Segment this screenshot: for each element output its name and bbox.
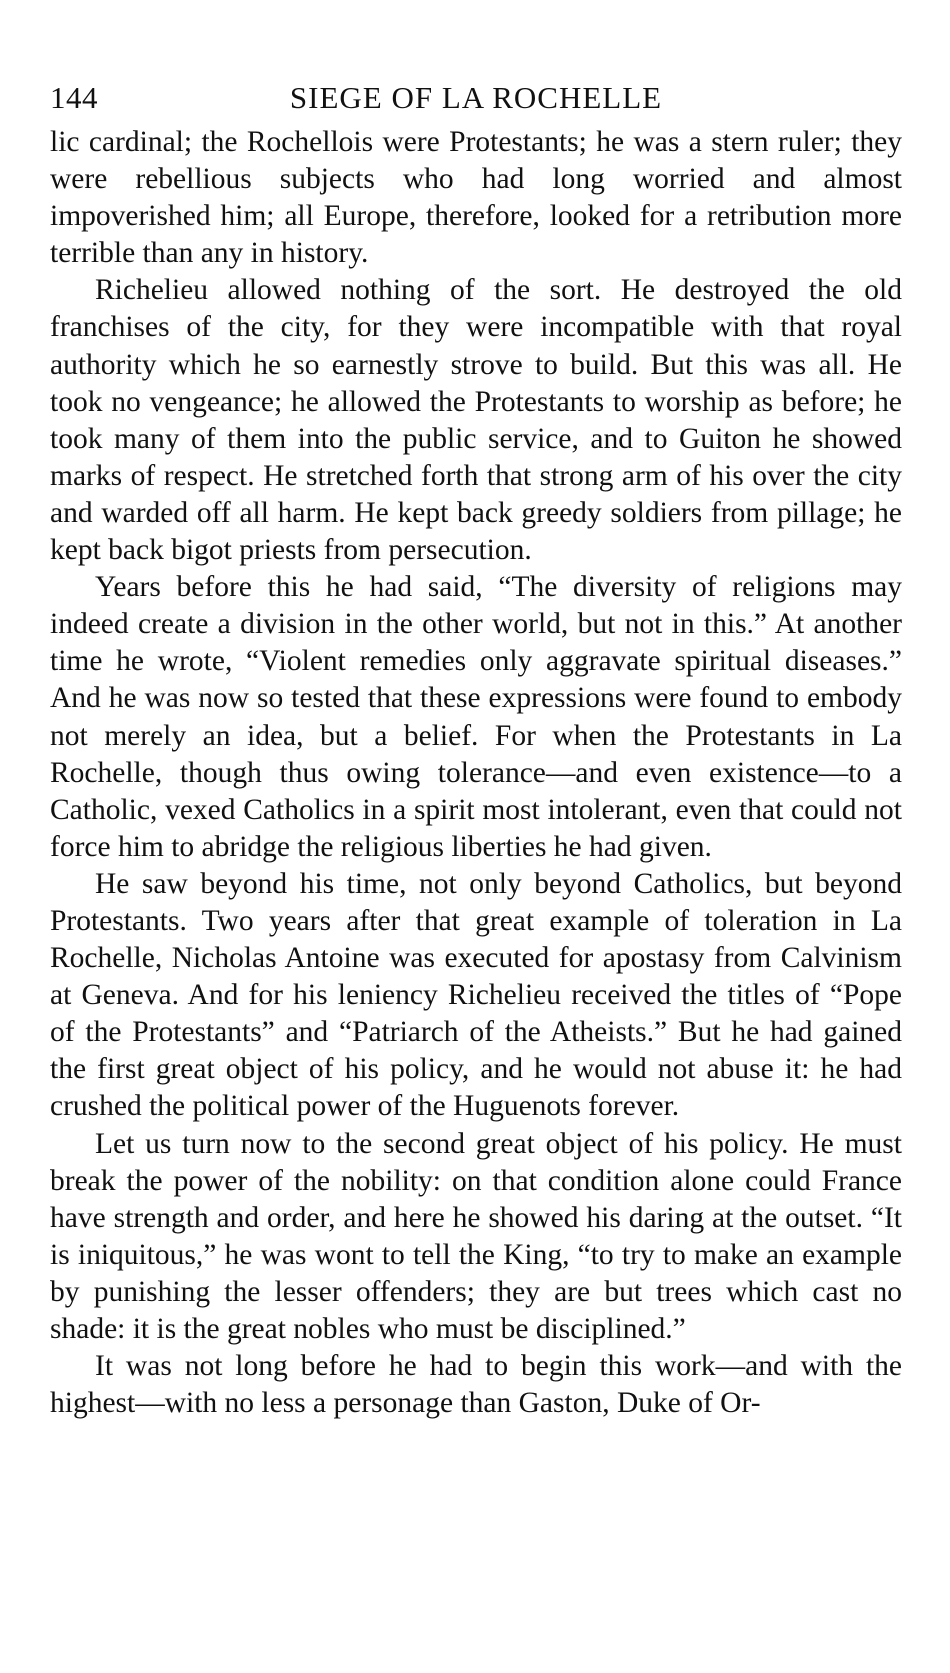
paragraph: It was not long before he had to begin this work—and with the highest—with no less a personage than Gaston, Duke of Or- <box>50 1350 902 1420</box>
paragraph: He saw beyond his time, not only beyond Catholics, but beyond Protestants. Two years after that great example of toleration in La Rochelle, Nicholas Antoine was executed for apostasy from Calvinism at Geneva. And for his leniency Richelieu received the titles of “Pope of the Protestants” and “Patriarch of the Atheists.” But he had gained the first great object of his policy, and he would not abuse it: he had crushed the political power of the Huguenots forever. <box>50 867 902 1123</box>
book-page <box>50 70 902 1422</box>
page-number: 144 <box>50 80 98 115</box>
paragraph: Let us turn now to the second great object of his policy. He must break the power of the nobility: on that condition alone could France have strength and order, and here he showed his daring at the outset. “It is iniquitous,” he was wont to tell the King, “to try to make an example by punishing the lesser offenders; they are but trees which cast no shade: it is the great nobles who must be disciplined.” <box>50 1127 902 1345</box>
paragraph-continued: lic cardinal; the Rochellois were Protestants; he was a stern ruler; they were rebellious subjects who had long worried and almost impoverished him; all Europe, therefore, looked for a retribution more terrible than any in history. <box>50 126 902 270</box>
running-head <box>50 70 902 124</box>
running-title: SIEGE OF LA ROCHELLE <box>289 80 663 115</box>
paragraph: Years before this he had said, “The diversity of religions may indeed create a division in the other world, but not in this.” At another time he wrote, “Violent remedies only aggravate spiritual diseases.” And he was now so tested that these expressions were found to embody not merely an idea, but a belief. For when the Protestants in La Rochelle, though thus owing tolerance—and even existence—to a Catholic, vexed Catholics in a spirit most intolerant, even that could not force him to abridge the religious liberties he had given. <box>50 571 902 863</box>
body-text <box>50 124 902 1422</box>
paragraph: Richelieu allowed nothing of the sort. He destroyed the old franchises of the city, for they were incompatible with that royal authority which he so earnestly strove to build. But this was all. He took no vengeance; he allowed the Protestants to worship as before; he took many of them into the public service, and to Guiton he showed marks of respect. He stretched forth that strong arm of his over the city and warded off all harm. He kept back greedy soldiers from pillage; he kept back bigot priests from persecution. <box>50 274 902 567</box>
